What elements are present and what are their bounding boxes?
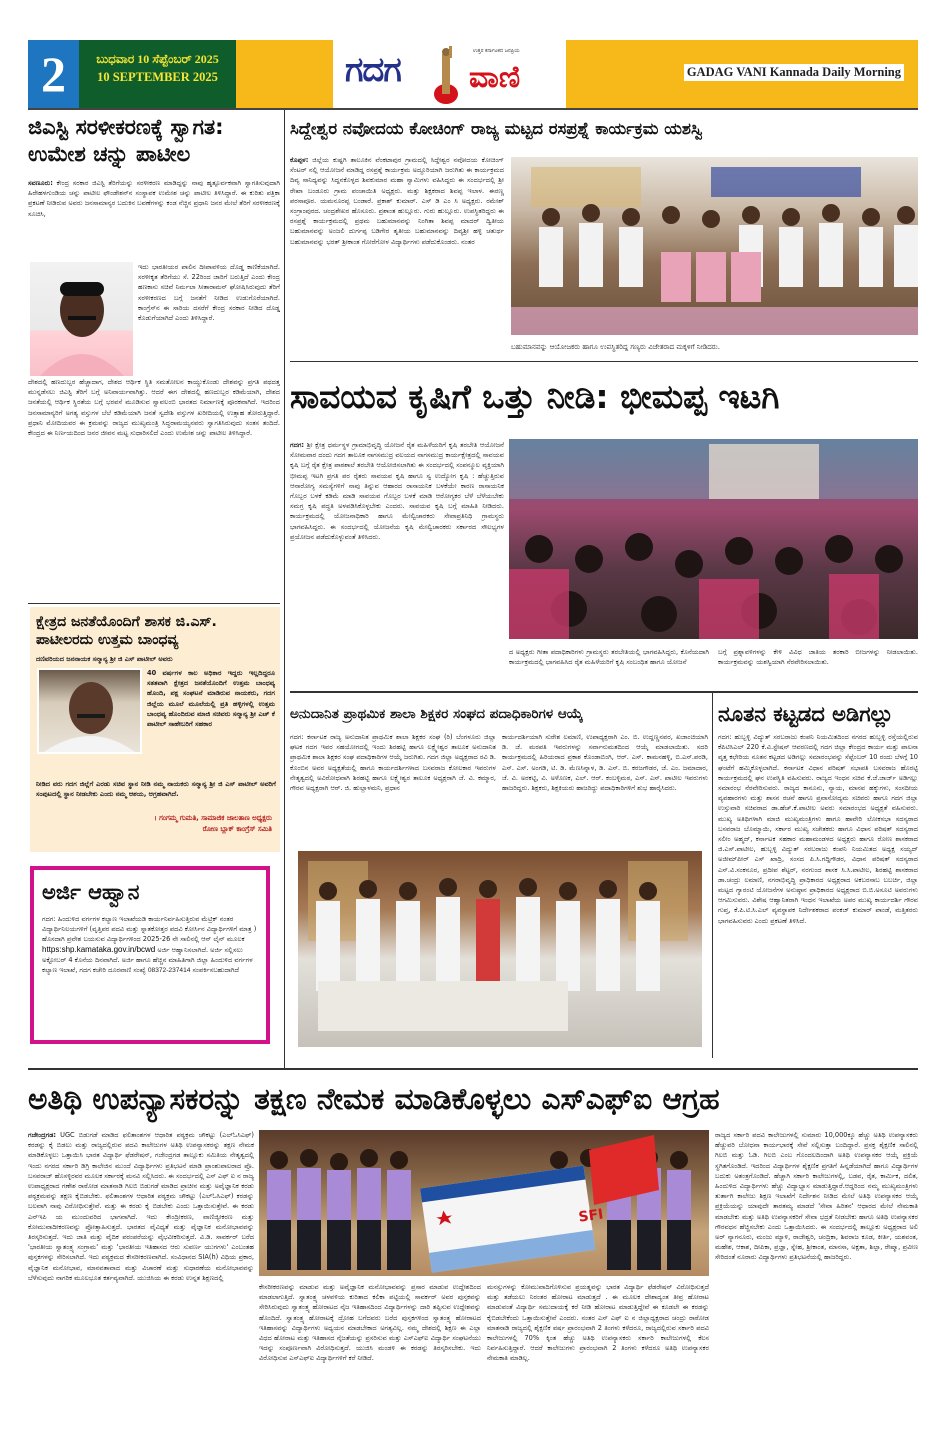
person-silhouette-icon [30,262,133,376]
notice-body [42,914,260,1038]
divider [28,1068,918,1070]
logo-vani-text: ವಾಣಿ [469,60,521,95]
column-divider [712,693,713,1058]
person-photo [30,262,133,376]
statue-icon [433,44,459,104]
body-text: ನೀಡಿದ ವರು ಗದಗ ಜಿಲ್ಲೆಗೆ ಎರಡು ಸಚಿವ ಸ್ಥಾನ ನೀಡಿ ನಮ್ಮ ನಾಯಕರು ಸನ್ಮಾನ್ಯ ಶ್ರೀ ಜಿ ಎಸ್ ಪಾಟೀಲ್ ಅವರಿಗೆ ಸಂಪುಟದಲ್ಲಿ ಸ್ಥಾನ ನೀಡಬೇಕು ಎಂದು ನಮ್ಮ ಆಶಯ, ಆಗ್ರಹವಾಗಿದೆ. [36,780,276,799]
article-body: ಕಾರ್ಯದರ್ಶಿಯಾಗಿ ಸುರೇಶ ಲಮಾಣಿ, ಉಪಾಧ್ಯಕ್ಷರಾಗಿ ಎಂ. ಬಿ. ಉದ್ದಣ್ಣನವರ, ಖಜಾಂಚಿಯಾಗಿ ಡಿ. ಜೆ. ಮಠಪತಿ ಇವರುಗಳನ್ನು ಸರ್ವಾನುಮತದಿಂದ ಆಯ್ಕೆ ಮಾಡಲಾಯಿತು. ಸದರಿ ಕಾರ್ಯಕ್ರಮದಲ್ಲಿ ಹಿರಿಯರಾದ ಪ್ರಕಾಶ ಕೊಂಡಾಬಿಂಗಿ, ಆರ್. ಎಸ್. ಕಾಮನಹಳ್ಳಿ, ಬಿ.ಎಸ್.ಪರಡಿ, ಎಸ್. ಎಸ್. ಅಂಗಡಿ, ಟಿ. ಡಿ. ಮೆಣಸಿನ್ನಾಳ, ಡಿ. ಎಸ್. ಬಿ. ಕರಜಗೌಡರ, ಜೆ. ಎಂ. ಜಮಾದಾರ, ಜೆ. ವಿ. ಅರಕಟ್ಟಿ, ವಿ. ಅಳೊಣಕ, ಎಲ್. ಆರ್. ಕಂಬಳ್ಳಿಮಠ, ಎಸ್. ಎಸ್. ಪಾಟೀಲ ಇವರುಗಳು ಹಾಜರಿದ್ದರು. ಶಿಕ್ಷಕರು, ಶಿಕ್ಷಕಿಯರು ಹಾಜರಿದ್ದು ಪದಾಧಿಕಾರಿಗಳಿಗೆ ಶುಭ ಹಾರೈಸಿದರು. [502,733,708,793]
article-body: ದ ಅಧ್ಯಕ್ಷರು ಗೀತಾ ಪದಾಧಿಕಾರಿಗಳು ಗ್ರಾಮಸ್ಥರು ತರಬೇತಿಯಲ್ಲಿ ಭಾಗವಹಿಸಿದ್ದರು, ಕೊನೆಯದಾಗಿ ಕಾರ್ಯಕ್ರಮದಲ್ಲಿ ಭಾಗವಹಿಸಿದ ರೈತ ಮಹಿಳೆಯರಿಗೆ ಕೃಷಿ ಸಂಬಂಧಿತ ಹಾಗೂ ಯೋಜನೆ [509,648,709,667]
banner-caption: ಭಾರತ ವಿದ್ಯಾರ್ಥಿ ಫೆಡರೇಷನ್ (ಎಸ್.ಎಫ್.ಐ) [433,1173,526,1194]
divider [290,361,918,362]
masthead-band [236,40,333,108]
column-divider [284,110,285,1070]
article-body: ಕೇಸರೀಕರಣವನ್ನು ಮಾಡುವ ಮತ್ತು ಅವೈಜ್ಞಾನಿಕ ಮನೋಭಾವವನ್ನು ಪ್ರಸಾರ ಮಾಡುವ ಉದ್ದೇಶದಿಂದ ಮಾಡಲಾಗುತ್ತಿದೆ. ಸ್ವಾತಂತ್ರ್ಯ ಚಳವಳಿಯ ಕುರಿತಾದ ಕಲಿಕಾ ಪಟ್ಟಿಯಲ್ಲಿ ಸಾವರ್ಕರ್ ಅವರ ಪುಸ್ತಕವನ್ನು ಸೇರಿಸಿರುವುದು ಸ್ವಾತಂತ್ರ್ಯ ಹೋರಾಟದ ನೈಜ ಇತಿಹಾಸದಿಂದ ವಿದ್ಯಾರ್ಥಿಗಳನ್ನು ದಾರಿ ತಪ್ಪಿಸುವ ಉದ್ದೇಶವನ್ನು ಹೊಂದಿದೆ. ಸ್ವಾತಂತ್ರ್ಯ ಹೋರಾಟಕ್ಕೆ ದ್ರೋಹ ಬಗೆದವರು ಬರೆದ ಪುಸ್ತಕಗಳಿಂದ ಸ್ವಾತಂತ್ರ್ಯ ಹೋರಾಟದ ಇತಿಹಾಸವನ್ನು ವಿದ್ಯಾರ್ಥಿಗಳು ಅಧ್ಯಯನ ಮಾಡಬೇಕಾದ ಅಗತ್ಯವಿಲ್ಲ. ನಮ್ಮ ದೇಶದಲ್ಲಿ ಶಿಕ್ಷಣ ಈ ಎಲ್ಲಾ ವಿಧದ ಹೋರಾಟ ಮತ್ತು ಇತಿಹಾಸದ ನೈಜತೆಯನ್ನು ಪ್ರಸರಿಸುವ ಮತ್ತು ಎಸ್‌ಎಫ್‌ಐ ವಿದ್ಯಾರ್ಥಿ ಸಂಘಟನೆಯು ಇದನ್ನು ಸಂಪೂರ್ಣವಾಗಿ ವಿರೋಧಿಸುತ್ತದೆ. ಯುಜಿಸಿ ಮಂಡಳಿ ಈ ಕರಡನ್ನು ತಿರಸ್ಕರಿಸಬೇಕು. ಇದು ವಿರೋಧಿಸುವ ಎಸ್‌ಎಫ್‌ಐ ವಿದ್ಯಾರ್ಥಿಗಳಿಗೆ ಕರೆ ನೀಡಿದೆ. [259,1283,481,1363]
dateline: ಗದಗ: [290,441,305,449]
headline: ಕ್ಷೇತ್ರದ ಜನತೆಯೊಂದಿಗೆ ಶಾಸಕ ಜಿ.ಎಸ್. ಪಾಟೀಲರದು ಉತ್ತಮ ಬಾಂಧವ್ಯ [36,614,217,648]
headline: ಅರ್ಜಿ ಆಹ್ವಾನ [42,880,140,904]
article-body: ದೇಶದಲ್ಲಿ ಹಣದುಬ್ಬರ ಹೆಚ್ಚಾದಾಗ, ದೇಶದ ಆರ್ಥಿಕ ಸ್ಥಿತಿ ಸಮತೋಲನ ಕಾಯ್ದುಕೊಂಡು ದೇಶವನ್ನು ಪ್ರಗತಿ ಪಥದತ್ತ ಮುನ್ನಡೆಸಲು ಜಿಎಸ್ಟಿ ತೆರಿಗೆ ಬಗ್ಗೆ ಅನಿವಾರ್ಯವಾಗಿತ್ತು. ಆದರೆ ಈಗ ದೇಶದಲ್ಲಿ ಹಣದುಬ್ಬರ ಕಡಿಮೆಯಾಗಿ, ದೇಶದ ಜನತೆಯಲ್ಲಿ ಆರ್ಥಿಕ ಸ್ಥಿರತೆಯ ಬಗ್ಗೆ ಭರವಸೆ ಮೂಡಿಸುವ ಸ್ವಾವಲಂಬಿ ಭಾರತದ ನಿರ್ಮಾಣಕ್ಕೆ ಪೂರಕವಾಗಿದೆ. ಇದರಿಂದ ಜನಸಾಮಾನ್ಯರಿಗೆ ಅಗತ್ಯ ವಸ್ತುಗಳ ಬೆಲೆ ಕಡಿಮೆಯಾಗಿ ಜನತೆ ಸ್ವದೇಶಿ ವಸ್ತುಗಳ ಖರೀದಿಯಲ್ಲಿ ಉತ್ಸಾಹ ತೋರುತ್ತಿದ್ದಾರೆ. ಪ್ರಧಾನಿ ಮೋದಿಯವರ ಈ ಕ್ರಮವನ್ನು ರಾಜ್ಯದ ಮುಖ್ಯಮಂತ್ರಿ ಸಿದ್ಧರಾಮಯ್ಯನವರು ಸ್ವಾಗತಿಸಿರುವುದು ಸಂತಸ ತಂದಿದೆ. ಕೇಂದ್ರದ ಈ ನಿರ್ಣಯದಿಂದ ಜನರ ಜೀವನ ಮಟ್ಟ ಸುಧಾರಿಸಲಿದೆ ಎಂದು ಉಮೇಶ ಚನ್ನು ಪಾಟೀಲ ತಿಳಿಸಿದ್ದಾರೆ. [28,378,280,438]
dateline: ಸವಣೂರು: [28,179,53,187]
date-kannada: ಬುಧವಾರ 10 ಸೆಪ್ಟೆಂಬರ್ 2025 [96,52,219,66]
masthead-rule [28,108,918,110]
sfi-banner-text: SFI [577,1206,605,1226]
signature-org: ರೋಣ ಬ್ಲಾಕ್ ಕಾಂಗ್ರೆಸ್ ಸಮಿತಿ [202,825,272,833]
application-url-link[interactable]: https:shp.kamataka.gov.in/bcwd [42,944,156,954]
article-body: ಇದು ಭಾರತೀಯರ ಪಾಲಿನ ದೀಪಾವಳಿಯ ದೊಡ್ಡ ಕಾಣಿಕೆಯಾಗಿದೆ. ಸರಳೀಕೃತ ತೆರಿಗೆಯು ಸೆ. 22ರಿಂದ ಜಾರಿಗೆ ಬರುತ್ತಿದೆ ಎಂದು ಕೇಂದ್ರ ಹಣಕಾಸು ಸಚಿವೆ ನಿರ್ಮಲಾ ಸೀತಾರಾಮನ್ ಘೋಷಿಸಿರುವುದು ತೆರಿಗೆ ಸರಳೀಕರಣದ ಬಗ್ಗೆ ಜನತೆಗೆ ನೀಡಿದ ಉಡುಗೊರೆಯಾಗಿದೆ. ಕಾಂಗ್ರೆಸ್‌ನ ಈ ಸಾರಿಯ ದಸರೆಗೆ ಕೇಂದ್ರ ಸರಕಾರ ನೀಡಿದ ದೊಡ್ಡ ಕೊಡುಗೆಯಾಗಿದೆ ಎಂದು ತಿಳಿಸಿದ್ದಾರೆ. [138,263,280,323]
article-body: ಮನಸ್ಸುಗಳನ್ನು ಕೋಮುವಾದಿಗೊಳಿಸುವ ಪ್ರಯತ್ನವನ್ನು ಭಾರತ ವಿದ್ಯಾರ್ಥಿ ಫೆಡರೇಷನ್ ವಿರೋಧಿಸುತ್ತದೆ ಮತ್ತು ತಡೆಯಲು ನಿರಂತರ ಹೋರಾಟ ಮಾಡುತ್ತದೆ . ಈ ಮೂಲಕ ದೇಶಾದ್ಯಂತ ತೀವ್ರ ಹೋರಾಟ ಮಾಡುವಂತೆ ವಿದ್ಯಾರ್ಥಿ ಸಮುದಾಯಕ್ಕೆ ಕರೆ ನೀಡಿ ಹೋರಾಟ ಮಾಡುತ್ತಿದ್ದೇವೆ ಈ ಕೂಡಲೇ ಈ ಕರಡನ್ನು ಕೈಬಿಡಬೇಕೆಂದು ಒತ್ತಾಯಿಸುತ್ತೇವೆ ಎಂದರು. ನಂತರ ಎಸ್ ಎಫ್ ಐ ನ ಜಿಲ್ಲಾಧ್ಯಕ್ಷರಾದ ಚಂದ್ರು ರಾಠೋಡ ಮಾತನಾಡಿ ರಾಜ್ಯದಲ್ಲಿ ಶೈಕ್ಷಣಿಕ ವರ್ಷ ಪ್ರಾರಂಭವಾಗಿ 2 ತಿಂಗಳು ಕಳೆದರೂ, ರಾಜ್ಯದಲ್ಲಿರುವ ಸರ್ಕಾರಿ ಪದವಿ ಕಾಲೇಜುಗಳಲ್ಲಿ 70% ಕ್ಕಿಂತ ಹೆಚ್ಚು ಅತಿಥಿ ಉಪನ್ಯಾಸಕರು ಸರ್ಕಾರಿ ಕಾಲೇಜುಗಳಲ್ಲಿ ಕೆಲಸ ನಿರ್ವಹಿಸುತ್ತಿದ್ದಾರೆ. ಆದರೆ ಕಾಲೇಜುಗಳು ಪ್ರಾರಂಭವಾಗಿ 2 ತಿಂಗಳು ಕಳೆದರೂ ಅತಿಥಿ ಉಪನ್ಯಾಸಕರ ನೇಮಕಾತಿ ಮಾಡಿಲ್ಲ. [487,1283,709,1363]
headline: ಅತಿಥಿ ಉಪನ್ಯಾಸಕರನ್ನು ತಕ್ಷಣ ನೇಮಕ ಮಾಡಿಕೊಳ್ಳಲು ಎಸ್ಎಫ್ಐ ಆಗ್ರಹ [28,1082,720,1116]
application-notice [30,866,270,1044]
headline: ಸಾವಯವ ಕೃಷಿಗೆ ಒತ್ತು ನೀಡಿ: ಭೀಮಪ್ಪ ಇಟಗಿ [290,377,780,416]
article-body: ಬಗ್ಗೆ ಪ್ರಶ್ನಾವಳಿಗಳನ್ನು ಕೇಳಿ ವಿವಿಧ ಜಾತಿಯ ತರಕಾರಿ ಬೀಜಗಳನ್ನು ನೀಡಲಾಯಿತು. ಕಾರ್ಯಕ್ರಮವನ್ನು ಯಶಸ್ವಿಯಾಗಿ ನೆರವೇರಿಸಲಾಯಿತು. [718,648,918,667]
event-photo [298,851,702,1047]
crowd-photo-icon [509,439,918,639]
body-text: ಶ್ರೀ ಕ್ಷೇತ್ರ ಧರ್ಮಸ್ಥಳ ಗ್ರಾಮಾಭಿವೃದ್ಧಿ ಯೋಜನೆ ರೈತ ಮಹಿಳೆಯರಿಗೆ ಕೃಷಿ ತರಬೇತಿ ಆಯೋಜನೆ ಸೋಮವಾರ ದಂದು ಗದಗ ತಾಲೂಕ ನಾಗಸಮುದ್ರ ವಲಯದ ನಾಗಸಮುದ್ರ ಕಾರ್ಯಕ್ಷೇತ್ರದಲ್ಲಿ ಸಾವಯವ ಕೃಷಿ ಬಗ್ಗೆ ರೈತ ಕ್ಷೇತ್ರ ಪಾಠಶಾಲೆ ತರಬೇತಿ ಆಯೋಜಿಸಲಾಗಿತು ಈ ಸಂದರ್ಭದಲ್ಲಿ ಸಂಪನ್ಮೂಲ ವ್ಯಕ್ತಿಯಾಗಿ ಭೀಮಪ್ಪ ಇಟಗಿ ಪ್ರಗತಿ ಪರ ರೈತರು ಸಾವಯವ ಕೃಷಿ ಹಾಗೂ ಸ್ವ ಉದ್ಯೋಗ ಕೃಷಿ : ಹೆಚ್ಚುತ್ತಿರುವ ಆನಾರೋಗ್ಯ ಸಮಸ್ಯೆಗಳಿಗೆ ನಾವು ತಿನ್ನುವ ಆಹಾರದ ರಾಸಾಯನಿಕ ಬಳಕೆಯೇ ಕಾರಣ ರಾಸಾಯನಿಕ ಗೊಬ್ಬರ ಬಳಕೆ ಕಡಿಮೆ ಮಾಡಿ ಸಾವಯವ ಗೊಬ್ಬರ ಬಳಕೆ ಮಾಡಿ ಆರೋಗ್ಯಕರ ಬೆಳೆ ಬೆಳೆಯಬೇಕು ಸಮಗ್ರ ಕೃಷಿ ಪದ್ಧತಿ ಅಳವಡಿಸಿಕೊಳ್ಳಬೇಕು ಎಂದರು. ಸಾವಯವ ಕೃಷಿ ಬಗ್ಗೆ ಮಾಹಿತಿ ನೀಡಿದರು. ಕಾರ್ಯಕ್ರಮದಲ್ಲಿ ಯೋಜನಾಧಿಕಾರಿ ಹಾಗೂ ಮೇಲ್ವಿಚಾರಕರು ಸೇವಾಪ್ರತಿನಿಧಿ ಗ್ರಾಮಸ್ಥರು ಭಾಗವಹಿಸಿದ್ದರು. ಈ ಸಂದರ್ಭದಲ್ಲಿ ಯೋಜನೆಯ ಕೃಷಿ ಮೇಲ್ವಿಚಾರಕರು ಸರ್ಕಾರದ ಸೌಲಭ್ಯಗಳ ಪ್ರಯೋಜನ ಪಡೆದುಕೊಳ್ಳುವಂತೆ ತಿಳಿಸಿದರು. [290,441,504,541]
body-text: ಅರ್ಜಿ ಆಹ್ವಾನಿಸಲಾಗಿದೆ. ಅರ್ಜಿ ಸಲ್ಲಿಸಲು ಅಕ್ಟೋಬರ್ 4 ಕೊನೆಯ ದಿನವಾಗಿದೆ. ಅರ್ಜಿ ಹಾಗೂ ಹೆಚ್ಚಿನ ಮಾಹಿತಿಗಾಗಿ ಜಿಲ್ಲಾ ಹಿಂದುಳಿದ ವರ್ಗಗಳ ಕಲ್ಯಾಣ ಇಲಾಖೆ, ಗದಗ ಕಚೇರಿ ದೂರವಾಣಿ ಸಂಖ್ಯೆ [42,945,253,975]
newspaper-logo [333,40,566,108]
body-text: ಜಿಲ್ಲೆಯ ಕುಷ್ಟಗಿ ತಾಲೂಕಿನ ವೆಂಕಟಾಪುರ ಗ್ರಾಮದಲ್ಲಿ ಸಿದ್ದೇಶ್ವರ ನವೋದಯ ಕೋಚಿಂಗ್ ಸೆಂಟರ್ ನಲ್ಲಿ ಆಯೋಜನೆ ಮಾಡಿದ್ದ ರಸಪ್ರಶ್ನೆ ಕಾರ್ಯಕ್ರಮ ಅದ್ದೂರಿಯಾಗಿ ಜರುಗಿತು ಈ ಕಾರ್ಯಕ್ರಮದ ದಿವ್ಯ ಸಾನಿಧ್ಯವನ್ನು ಸಿದ್ದನಕೊಳ್ಳದ ಶಿವಕುಮಾರ ಮಹಾ ಸ್ವಾಮಿಗಳು ವಹಿಸಿದ್ದರು ಈ ಸಂದರ್ಭದಲ್ಲಿ ಶ್ರೀ ರೇಖಾ ಬಂಡೂರು ಗ್ರಾಮ ಪಂಚಾಯಿತಿ ಅಧ್ಯಕ್ಷರು. ಮತ್ತು ಶಿಕ್ಷಕರಾದ ಶಿವಪ್ಪ ಇಲಾಳ. ಈರಣ್ಣ ಪರಸಾಪೂರ. ಯಮನೂರಪ್ಪ ಬಂಡಾರೆ. ಪ್ರಕಾಶ್ ಕುಮಾರ್. ಎಸ್ ಡಿ ಎಂ ಸಿ ಅಧ್ಯಕ್ಷರು. ರಮೇಶ್ ಸಂಗ್ರಾಂಪುರದ. ಚಂದ್ರಶೇಖರ ಹೊಸೂರು. ಪ್ರಶಾಂತ ಹುಲ್ಲೂರು. ಗುರು ಹುಲ್ಲೂರು. ಉಪಸ್ಥಿತರಿದ್ದರು ಈ ರಸಪ್ರಶ್ನೆ ಕಾರ್ಯಕ್ರಮದಲ್ಲಿ ಪ್ರಥಮ ಬಹುಮಾನವನ್ನು ನಿಂಗಿತಾ ಶಿವಪ್ಪ ಮಾದರ್ ದ್ವಿತೀಯ ಬಹುಮಾನವನ್ನು ಅಂಜಲಿ ದುರ್ಗಪ್ಪ ಬಡಿಗೇರ ತೃತೀಯ ಬಹುಮಾನವನ್ನು ದಿವ್ಯಶ್ರೀ ಹಳ್ಳಿ ಚತುರ್ಥ ಬಹುಮಾನವನ್ನು ಭರತ್ ಶ್ರೀಕಾಂತ ಗೋರೆಗೋಳ ವಿದ್ಯಾರ್ಥಿಗಳು ಪಡೆದುಕೊಂಡರು. ನಂತರ [290,156,504,246]
article-body: ಗದಗ: ಕರ್ನಾಟಕ ರಾಜ್ಯ ಅನುದಾನಿತ ಪ್ರಾಥಮಿಕ ಶಾಲಾ ಶಿಕ್ಷಕರ ಸಂಘ (ರಿ) ಬೆಂಗಳೂರು ಜಿಲ್ಲಾ ಘಟಕ ಗದಗ ಇವರ ಸಹಯೋಗದಲ್ಲಿ ಇಂದು ಶಿರಹಟ್ಟಿ ಹಾಗೂ ಲಕ್ಷ್ಮೇಶ್ವರ ತಾಲೂಕ ಅನುದಾನಿತ ಪ್ರಾಥಮಿಕ ಶಾಲಾ ಶಿಕ್ಷಕರ ಸಂಘ ಪದಾಧಿಕಾರಿಗಳ ಆಯ್ಕೆ ಜರುಗಿತು. ಗದಗ ಜಿಲ್ಲಾ ಅಧ್ಯಕ್ಷರಾದ ರವಿ ಡಿ. ಕೊಂಬಿನ ಅವರ ಅಧ್ಯಕ್ಷತೆಯಲ್ಲಿ ಹಾಗೂ ಕಾರ್ಯದರ್ಶಿಗಳಾದ ಬಸವರಾಜ ಕೋಲಕಾರ ಇವರುಗಳ ನೇತೃತ್ವದಲ್ಲಿ ಅವಿರೋಧವಾಗಿ ಶಿರಹಟ್ಟಿ ಹಾಗೂ ಲಕ್ಷ್ಮೇಶ್ವರ ತಾಲೂಕ ಅಧ್ಯಕ್ಷರಾಗಿ ಜೆ. ವಿ. ಕಮ್ಮಾರ, ಗೌರವ ಅಧ್ಯಕ್ಷರಾಗಿ ಆರ್. ಜಿ. ಹುಲ್ಲಾಳಮನಿ, ಪ್ರಧಾನ [290,733,496,793]
lead-text: ದಣಿವರಿಯದ ಜನನಾಯಕ ಸನ್ಮಾನ್ಯ ಶ್ರೀ ಜಿ ಎಸ್ ಪಾಟೀಲ್ ಅವರು [36,655,173,663]
protest-photo [259,1130,709,1276]
headline: ನೂತನ ಕಟ್ಟಡದ ಅಡಿಗಲ್ಲು [718,702,894,726]
article-body: ಗದಗ: ಹುಬ್ಬಳ್ಳಿ ವಿದ್ಯುತ್ ಸರಬರಾಜು ಕಂಪನಿ ನಿಯಮಿತದಿಂದ ನಗರದ ಹುಬ್ಬಳ್ಳಿ ರಸ್ತೆಯಲ್ಲಿರುವ ಕೆಪಿಟಿಸಿಎಲ್ 220 ಕೆ.ವಿ.ಸ್ಟೇಷನ್ ಆವರಣದಲ್ಲಿ ಗದಗ ಜಿಲ್ಲಾ ಕೇಂದ್ರದ ಕಾರ್ಯ ಮತ್ತು ಪಾಲನಾ ವೃತ್ತ ಕಛೇರಿಯ ನೂತನ ಕಟ್ಟಡದ ಅಡಿಗಲ್ಲು ಸಮಾರಂಭವನ್ನು ಸೆಪ್ಟೆಂಬರ್ 10 ರಂದು ಬೆಳಗ್ಗೆ 10 ಘಂಟೆಗೆ ಹಮ್ಮಿಕೊಳ್ಳಲಾಗಿದೆ. ಕರ್ನಾಟಕ ವಿಧಾನ ಪರಿಷತ್ ಸಭಾಪತಿ ಬಸವರಾಜ ಹೊರಟ್ಟಿ ಕಾರ್ಯಕ್ರಮದಲ್ಲಿ ಘನ ಉಪಸ್ಥಿತಿ ವಹಿಸುವರು. ರಾಜ್ಯದ ಇಂಧನ ಸಚಿವ ಕೆ.ಜೆ.ಜಾರ್ಜ್ ಅಡಿಗಲ್ಲು ಸಮಾರಂಭ ನೆರವೇರಿಸುವರು. ರಾಜ್ಯದ ಕಾನೂನು, ನ್ಯಾಯ, ಮಾನವ ಹಕ್ಕುಗಳು, ಸಂಸದೀಯ ವ್ಯವಹಾರಗಳು ಮತ್ತು ಶಾಸನ ರಚನೆ ಹಾಗೂ ಪ್ರವಾಸೋದ್ಯಮ ಸಚಿವರು ಹಾಗೂ ಗದಗ ಜಿಲ್ಲಾ ಉಸ್ತುವಾರಿ ಸಚಿವರಾದ ಡಾ.ಹೆಚ್.ಕೆ.ಪಾಟೀಲ ಅವರು ಸಮಾರಂಭದ ಅಧ್ಯಕ್ಷತೆ ವಹಿಸುವರು. ಮುಖ್ಯ ಅತಿಥಿಗಳಾಗಿ ಮಾಜಿ ಮುಖ್ಯಮಂತ್ರಿಗಳು ಹಾಗೂ ಹಾವೇರಿ ಲೋಕಸಭಾ ಸದಸ್ಯರಾದ ಬಸವರಾಜ ಬೊಮ್ಮಾಯಿ, ಸರ್ಕಾರ ಮುಖ್ಯ ಸಚೇತಕರು ಹಾಗೂ ವಿಧಾನ ಪರಿಷತ್ ಸದಸ್ಯರಾದ ಸಲೀಂ ಅಹ್ಮದ್, ಕರ್ನಾಟಕ ಸಹಕಾರ ಮಹಾಮಂಡಳದ ಅಧ್ಯಕ್ಷರು ಹಾಗೂ ರೋಣ ಶಾಸಕರಾದ ಜಿ.ಎಸ್.ಪಾಟೀಲ, ಹುಬ್ಬಳ್ಳಿ ವಿದ್ಯುತ್ ಸರಬರಾಜು ಕಂಪನಿ ನಿಯಮಿತದ ಅಧ್ಯಕ್ಷ ಸಯ್ಯದ್ ಅಜೀಮ್‌ಪೀರ್ ಎಸ್ ಖಾದ್ರಿ, ಸಂಸದ ಪಿ.ಸಿ.ಗದ್ದಿಗೌಡರ, ವಿಧಾನ ಪರಿಷತ್ ಸದಸ್ಯರಾದ ಎಸ್.ವಿ.ಸಂಕನೂರ, ಪ್ರದೀಪ ಶೆಟ್ಟರ್, ನರಗುಂದ ಶಾಸಕ ಸಿ.ಸಿ.ಪಾಟೀಲ, ಶಿರಹಟ್ಟಿ ಶಾಸಕರಾದ ಡಾ.ಚಂದ್ರು ಲಮಾಣಿ, ನಗರಾಭಿವೃದ್ಧಿ ಪ್ರಾಧಿಕಾರದ ಅಧ್ಯಕ್ಷರಾದ ಅಕಬರಸಾಬ ಬಬರ್ಚಿ, ಜಿಲ್ಲಾ ಮಟ್ಟದ ಗ್ಯಾರಂಟಿ ಯೋಜನೆಗಳ ಅನುಷ್ಠಾನ ಪ್ರಾಧಿಕಾರದ ಅಧ್ಯಕ್ಷರಾದ ಬಿ.ಬಿ.ಅಸೂಟಿ ಅವರುಗಳು ಆಗಮಿಸುವರು. ವಿಶೇಷ ಆಹ್ವಾನಿತರಾಗಿ ಇಂಧನ ಇಲಾಖೆಯ ಅಪರ ಮುಖ್ಯ ಕಾರ್ಯದರ್ಶಿ ಗೌರವ ಗುಪ್ತ, ಕೆ.ಪಿ.ಟಿ.ಸಿ.ಎಲ್ ವ್ಯವಸ್ಥಾಪಕ ನಿರ್ದೇಶಕರಾದ ಪಂಕಜ್ ಕುಮಾರ್ ಪಾಂಡೆ, ಮತ್ತಿತರರು ಭಾಗವಹಿಸುವರು ಎಂದು ಪ್ರಕಟಣೆ ತಿಳಿಸಿದೆ. [718,733,918,925]
logo-gadaga-text: ಗದಗ [345,50,401,90]
body-text: ಗದಗ: ಹಿಂದುಳಿದ ವರ್ಗಗಳ ಕಲ್ಯಾಣ ಇಲಾಖೆಯಡಿ ಕಾರ್ಯನಿರ್ವಹಿಸುತ್ತಿರುವ ಮೆಟ್ರಿಕ್ ನಂತರ ವಿದ್ಯಾರ್ಥಿನಿಲಯಗಳಿಗೆ (ವೃತ್ತಿಪರ ಪದವಿ ಮತ್ತು ಸ್ನಾತಕೋತ್ತರ ಪದವಿ ಕೋರ್ಸಿನ ವಿದ್ಯಾರ್ಥಿಗಳಿಗೆ ಮಾತ್ರ ) ಹೊಸದಾಗಿ ಪ್ರವೇಶ ಬಯಸುವ ವಿದ್ಯಾರ್ಥಿಗಳಿಂದ 2025-26 ನೇ ಸಾಲಿನಲ್ಲಿ ಆನ್ ಲೈನ್ ಮೂಲಕ [42,915,257,944]
masthead-band-right [566,40,918,108]
headline: ಅನುದಾನಿತ ಪ್ರಾಥಮಿಕ ಶಾಲಾ ಶಿಕ್ಷಕರ ಸಂಘದ ಪದಾಧಿಕಾರಿಗಳ ಆಯ್ಕೆ [290,706,584,722]
signature-name: । ಗಂಗಮ್ಮ ಗುಮತಿ, ಸಾಮಾಜಿಕ ಜಾಲತಾಣ ಅಧ್ಯಕ್ಷರು [153,814,272,822]
patil-box [30,607,280,852]
headline: ಜಿಎಸ್ಟಿ ಸರಳೀಕರಣಕ್ಕೆ ಸ್ವಾಗತ: ಉಮೇಶ ಚನ್ನು ಪಾಟೀಲ [28,115,224,166]
article-body: ರಾಜ್ಯದ ಸರ್ಕಾರಿ ಪದವಿ ಕಾಲೇಜುಗಳಲ್ಲಿ ಸುಮಾರು 10,000ಕ್ಕೂ ಹೆಚ್ಚು ಅತಿಥಿ ಉಪನ್ಯಾಸಕರು ಹೆಚ್ಚುವರಿ ಬೋಧನಾ ಕಾರ್ಯಭಾರಕ್ಕೆ ಸೇವೆ ಸಲ್ಲಿಸುತ್ತಾ ಬಂದಿದ್ದಾರೆ. ಪ್ರಸಕ್ತ ಶೈಕ್ಷಣಿಕ ಸಾಲಿನಲ್ಲಿ ಗಿಲಬಿ ಮತ್ತು ಓಡಿ. ಗಿಲಬಿ ಎಂಬ ಗೊಂದಲದಿಂದಾಗಿ ಅತಿಥಿ ಉಪನ್ಯಾಸಕರ ಆಯ್ಕೆ ಪ್ರಕ್ರಿಯೆ ಸ್ಥಗಿತಗೊಂಡಿದೆ. ಇದರಿಂದ ವಿದ್ಯಾರ್ಥಿಗಳ ಶೈಕ್ಷಣಿಕ ಪ್ರಗತಿಗೆ ಹಿನ್ನಡೆಯಾಗಿದೆ ಹಾಗೂ ವಿದ್ಯಾರ್ಥಿಗಳ ಬದುಕು ಅತಂತ್ರಗೊಂಡಿದೆ. ಹೆಚ್ಚಾಗಿ ಸರ್ಕಾರಿ ಕಾಲೇಜುಗಳಲ್ಲಿ, ಬಡವ, ರೈತ, ಕಾರ್ಮಿಕ, ದಲಿತ, ಹಿಂದುಳಿದ ವಿದ್ಯಾರ್ಥಿಗಳು ಹೆಚ್ಚು ವಿದ್ಯಾಭ್ಯಾಸ ಮಾಡುತ್ತಿದ್ದಾರೆ.ಆದ್ದರಿಂದ ನಮ್ಮ ಮುಖ್ಯಮಂತ್ರಿಗಳು ತುರ್ತಾಗಿ ಕಾಲೇಜು ಶಿಕ್ಷಣ ಇಲಾಖೆಗೆ ನಿರ್ದೇಶನ ನೀಡಿದ ಮೇಲೆ ಅತಿಥಿ ಉಪನ್ಯಾಸಕರ ಆಯ್ಕೆ ಪ್ರಕ್ರಿಯೆಯನ್ನು ಯಾವುದೇ ತಾರತಮ್ಯ ಮಾಡದೆ 'ಸೇವಾ ಹಿರಿತನ' ಆಧಾರದ ಮೇಲೆ ನೇಮಕಾತಿ ಮಾಡಬೇಕು ಮತ್ತು ಅತಿಥಿ ಉಪನ್ಯಾಸಕರಿಗೆ ಸೇವಾ ಭದ್ರತೆ ನೀಡಬೇಕು ಹಾಗೂ ಅತಿಥಿ ಉಪನ್ಯಾಸಕರ ಗೌರವಧನ ಹೆಚ್ಚಿಸಬೇಕು ಎಂದು ಒತ್ತಾಯಿಸಿದರು. ಈ ಸಂದರ್ಭದಲ್ಲಿ ತಾಲ್ಲೂಕು ಅಧ್ಯಕ್ಷರಾದ ಅಲಿ ಅರ್ ನ್ಯಾಗನೂರು, ಮಂಜು ಮ್ಯಾಳಿ, ರಾಜೇಶ್ವರಿ, ಚಂದ್ರಿಕಾ, ಶಿವರಾಜ ಕೂಡ, ಕೀರ್ತಿ, ಯಶವಂತ, ಮಹೇಶ, ಆಕಾಶ, ದೀಪಿಕಾ, ಪ್ರಜ್ಞಾ, ಸ್ನೇಹ, ಶ್ರೀಕಾಂತ, ಮಾನಸಾ, ಅಕ್ಷತಾ, ಶಿಲ್ಪಾ, ರೇಷ್ಮಾ, ಪ್ರವೀಣ ಸೇರಿದಂತೆ ನೂರಾರು ವಿದ್ಯಾರ್ಥಿಗಳು ಪ್ರತಿಭಟನೆಯಲ್ಲಿ ಹಾಜರಿದ್ದರು. [715,1131,918,1262]
group-photo-icon [298,851,702,1047]
article-building [718,697,918,731]
phone-number: 08372-237414 [147,967,191,975]
article-siddeshwar [290,114,918,144]
body-text: ಸಂಪರ್ಕಿಸಬಹುದಾಗಿದೆ [192,966,240,975]
article-teachers [290,697,708,731]
article-sfi [28,1074,918,1124]
photo-caption: ಬಹುಮಾನವನ್ನು ಆಯೋಜಕರು ಹಾಗೂ ಉಪಸ್ಥಿತರಿದ್ದ ಗಣ್ಯರು ವಿಜೇತರಾದ ಮಕ್ಕಳಿಗೆ ನೀಡಿದರು. [511,343,720,351]
person-silhouette-icon [39,670,140,752]
dateline: ಕೊಪ್ಪಳ: [290,156,309,164]
protest-photo-icon [259,1130,709,1276]
body-text: UGC ಬಿಡುಗಡೆ ಮಾಡಿದ ಫಲಿತಾಂಶಗಳ ಆಧಾರಿತ ಪಠ್ಯಕ್ರಮ ಚೌಕಟ್ಟು (ಎಲ್‌ಓಸಿಎಫ್) ಕರಡನ್ನು ಕೈ ಬಿಡಲು ಮತ್ತು ರಾಜ್ಯದಲ್ಲಿರುವ ಪದವಿ ಕಾಲೇಜುಗಳ ಅತಿಥಿ ಉಪನ್ಯಾಸಕರನ್ನು ತಕ್ಷಣ ನೇಮಕ ಮಾಡಿಕೊಳ್ಳಲು ಒತ್ತಾಯಿಸಿ ಭಾರತ ವಿದ್ಯಾರ್ಥಿ ಫೆಡರೇಷನ್, ಗಜೇಂದ್ರಗಡ ತಾಲ್ಲೂಕು ಸಮಿತಿಯ ನೇತೃತ್ವದಲ್ಲಿ ಇಂದು ನಗರದ ಸರ್ಕಾರಿ ಡಿಗ್ರಿ ಕಾಲೇಜಿನ ಮುಂದೆ ವಿದ್ಯಾರ್ಥಿಗಳು ಪ್ರತಿಭಟನೆ ಮಾಡಿ ಪ್ರಾಂಶುಪಾಲರಾದ ಪ್ರೊ. ಬಸವರಾಜ್ ಹೊಸಳ್ಳಿರವರ ಮೂಲಕ ಸರ್ಕಾರಕ್ಕೆ ಮನವಿ ಸಲ್ಲಿಸಿದರು. ಈ ಸಂದರ್ಭದಲ್ಲಿ ಎಸ್ ಎಫ್ ಐ ನ ರಾಜ್ಯ ಉಪಾಧ್ಯಕ್ಷರಾದ ಗಣೇಶ ರಾಠೋಡ ಮಾತನಾಡಿ ಗಿಲಬಿ ಬಿಡುಗಡೆ ಮಾಡಿದ ಪ್ರಾಚೀನ ಮತ್ತು ಅವೈಜ್ಞಾನಿಕ ಕರಡು ಪಠ್ಯಕ್ರಮವನ್ನು ತಕ್ಷಣ ಕೈಬಿಡಬೇಕು. ಫಲಿತಾಂಶಗಳ ಆಧಾರಿತ ಪಠ್ಯಕ್ರಮ ಚೌಕಟ್ಟು (ಎಲ್‌ಓಸಿಎಫ್) ಕರಡನ್ನು ಬಲವಾಗಿ ನಾವು ವಿರೋಧಿಸುತ್ತೇವೆ. ಮತ್ತು ಈ ಕರಡು ಕೈ ಬಿಡಬೇಕು ಎಂದು ಒತ್ತಾಯಿಸುತ್ತೇವೆ. ಈ ಕರಡು ಎನ್‌ಇಪಿ ಯ ಮುಂದುವರಿದ ಭಾಗವಾಗಿದೆ. ಇದು ಕೇಂದ್ರೀಕರಣ, ವಾಣಿಜ್ಯೀಕರಣ ಮತ್ತು ಕೋಮುವಾದೀಕರಣವನ್ನು ಪ್ರೋತ್ಸಾಹಿಸುತ್ತದೆ. ಭಾರತದ ವೈವಿಧ್ಯತೆ ಮತ್ತು ವೈಜ್ಞಾನಿಕ ಮನೋಭಾವವನ್ನು ತಿರಸ್ಕರಿಸುತ್ತದೆ. ಇದು ಜಾತಿ ಮತ್ತು ವೈದಿಕ ಪರಂಪರೆಯನ್ನು ವೈಭವೀಕರಿಸುತ್ತದೆ. ವಿ.ಡಿ. ಸಾವರ್ಕರ್ ಬರೆದ 'ಭಾರತೀಯ ಸ್ವಾತಂತ್ರ್ಯ ಸಂಗ್ರಾಮ' ಮತ್ತು 'ಭಾರತೀಯ ಇತಿಹಾಸದ ಆರು ಸುವರ್ಣ ಯುಗಗಳು' ಎಂಬಂತಹ ಪುಸ್ತಕಗಳನ್ನು ಸೇರಿಸಲಾಗಿದೆ. ಇದು ಪಠ್ಯಕ್ರಮದ ಕೇಸರೀಕರಣವಾಗಿದೆ. ಸಂವಿಧಾನದ SIA(h) ವಿಧಿಯ ಪ್ರಕಾರ, ವೈಜ್ಞಾನಿಕ ಮನೋಭಾವ, ಮಾನವತಾವಾದ ಮತ್ತು ವಿಚಾರಣೆ ಮತ್ತು ಸುಧಾರಣೆಯ ಮನೋಭಾವವನ್ನು ಬೆಳೆಸುವುದು ನಾಗರಿಕ ಮೂಲಭೂತ ಕರ್ತವ್ಯವಾಗಿದೆ. ಯುಜಿಸಿಯ ಈ ಕರಡು ಉನ್ನತ ಶಿಕ್ಷಣದಲ್ಲಿ [28,1131,254,1282]
divider [290,691,918,693]
page-number: 2 [28,40,79,108]
date-english: 10 SEPTEMBER 2025 [97,70,218,84]
masthead-tagline: GADAG VANI Kannada Daily Morning [684,64,904,81]
article-body [290,440,504,682]
article-gst [28,114,280,168]
side-text: 40 ವರ್ಷಗಳ ಕಾಲ ಅಧಿಕಾರ ಇದ್ದರು ಇಲ್ಲದಿದ್ದರೂ ಸತತವಾಗಿ ಕ್ಷೇತ್ರದ ಜನತೆಯೊಂದಿಗೆ ಉತ್ತಮ ಬಾಂಧವ್ಯ ಹೊಂದಿ, ಪಕ್ಷ ಸಂಘಟನೆ ಮಾಡಿರುವ ನಾಯಕರು, ಗದಗ ಜಿಲ್ಲೆಯ ಮೂಲೆ ಮೂಲೆಯಲ್ಲಿ ಪ್ರತಿ ಹಳ್ಳಿಗಳಲ್ಲಿ ಉತ್ತಮ ಬಾಂಧವ್ಯ ಹೊಂದಿರುವ ಮಾಜಿ ಸಚಿವರು ಸನ್ಮಾನ್ಯ ಶ್ರೀ ಎಚ್ ಕೆ ಪಾಟೀಲ್ ಸಾಹೇಬರಿಗೆ ಸಹಕಾರ [147,669,275,729]
logo-tagline: ಉತ್ತರ ಕರ್ನಾಟಕದ ಜನಪ್ರಿಯ [473,48,520,54]
headline: ಸಿದ್ದೇಶ್ವರ ನವೋದಯ ಕೋಚಿಂಗ್ ರಾಜ್ಯ ಮಟ್ಟದ ರಸಪ್ರಶ್ನೆ ಕಾರ್ಯಕ್ರಮ ಯಶಸ್ವಿ [290,119,703,138]
divider [28,603,280,604]
event-photo [509,439,918,639]
person-photo [37,668,142,754]
group-photo-icon [511,157,918,335]
issue-date [79,40,236,108]
event-photo [511,157,918,335]
dateline: ಗಜೇಂದ್ರಗಡ: [28,1131,57,1139]
article-organic [290,368,918,426]
article-body [28,1130,254,1432]
body-text: ಕೇಂದ್ರ ಸರಕಾರ ಜಿಎಸ್ಟಿ ತೆರಿಗೆಯನ್ನು ಸರಳೀಕರಣ ಮಾಡಿದ್ದನ್ನು ನಾವು ಹೃತ್ಪೂರ್ವಕವಾಗಿ ಸ್ವಾಗತಿಸುವುದಾಗಿ ಹಿರೇಹಳಗುಂಡಿಯ ಚನ್ನು ಪಾಟೀಲ ಫೌಂಡೇಶನ್‌ನ ಸಂಸ್ಥಾಪಕ ಉಮೇಶ ಚನ್ನು ಪಾಟೀಲ ತಿಳಿಸಿದ್ದಾರೆ. ಈ ಕುರಿತು ಪತ್ರಿಕಾ ಪ್ರಕಟಣೆ ನೀಡಿರುವ ಅವರು ಜನಸಾಮಾನ್ಯರ ಬದುಕಿನ ಬವಣೆಗಳನ್ನು ಕಂಡ ನೆಚ್ಚಿನ ಪ್ರಧಾನಿ ಜನರ ಮೇಲೆ ತೆರಿಗೆ ಸರಳೀಕರಣಕ್ಕೆ ಸೂಚಿಸಿ, [28,179,280,218]
signature [154,813,272,835]
article-body [290,155,504,360]
article-body [28,178,280,262]
